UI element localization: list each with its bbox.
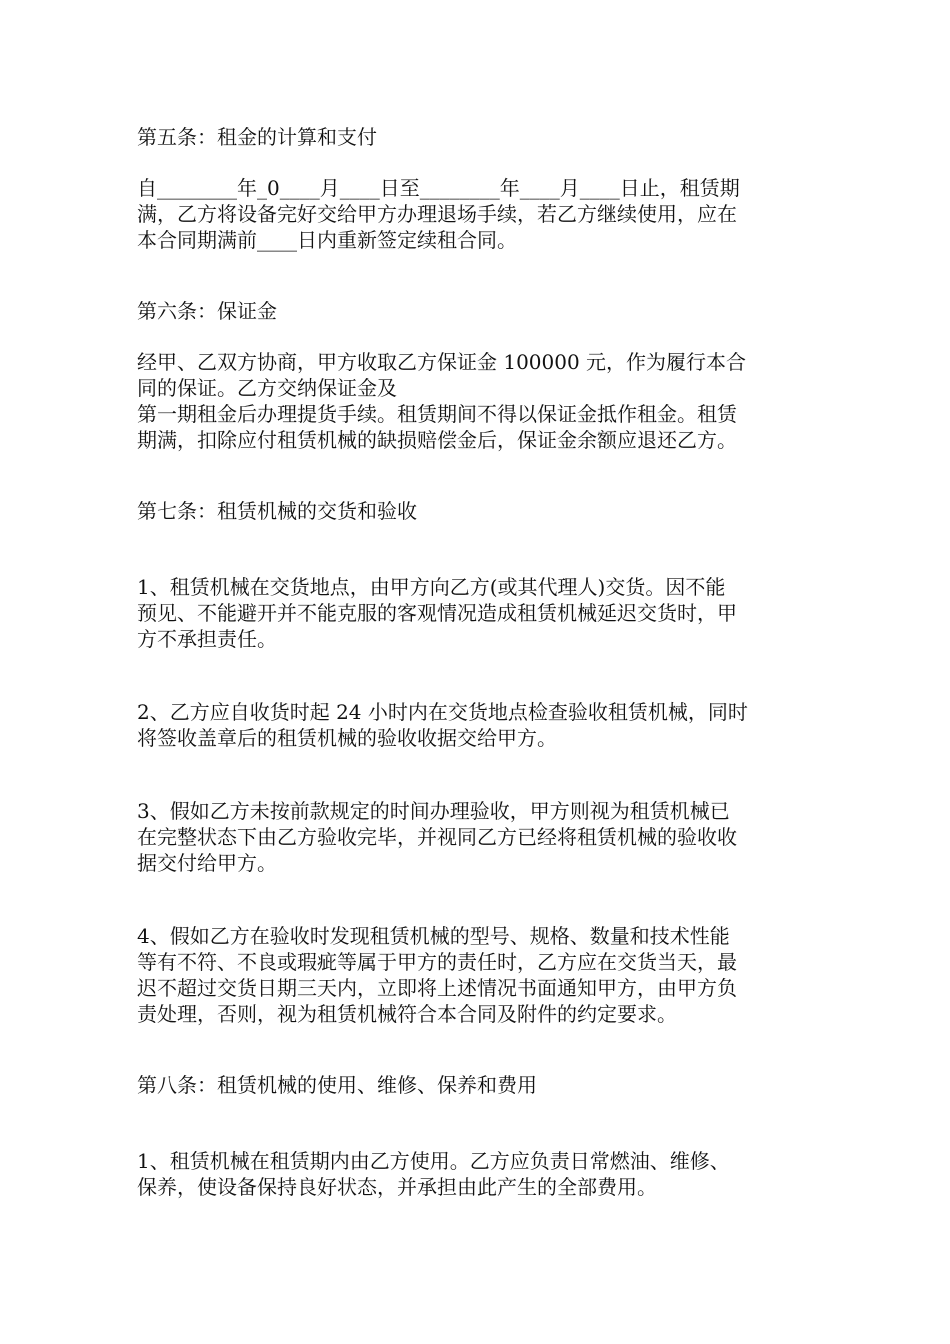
text-line: 责处理，否则，视为租赁机械符合本合同及附件的约定要求。 [137, 1002, 677, 1026]
text-line: 第一期租金后办理提货手续。租赁期间不得以保证金抵作租金。租赁 [137, 402, 737, 426]
section-heading: 第六条：保证金 [137, 299, 277, 323]
text-line: 在完整状态下由乙方验收完毕，并视同乙方已经将租赁机械的验收收 [137, 825, 737, 849]
section-heading: 第五条：租金的计算和支付 [137, 125, 377, 149]
text-line: 经甲、乙双方协商，甲方收取乙方保证金 100000 元，作为履行本合 [137, 350, 747, 374]
text-line: 1、租赁机械在租赁期内由乙方使用。乙方应负责日常燃油、维修、 [137, 1149, 730, 1173]
text-line: 自________年_0____月____日至________年____月____日止，租赁期 [137, 176, 740, 200]
section-heading: 第七条：租赁机械的交货和验收 [137, 499, 417, 523]
text-line: 迟不超过交货日期三天内，立即将上述情况书面通知甲方，由甲方负 [137, 976, 737, 1000]
text-line: 保养，使设备保持良好状态，并承担由此产生的全部费用。 [137, 1175, 657, 1199]
text-line: 等有不符、不良或瑕疵等属于甲方的责任时，乙方应在交货当天，最 [137, 950, 737, 974]
text-line: 1、租赁机械在交货地点，由甲方向乙方(或其代理人)交货。因不能 [137, 575, 726, 599]
text-line: 2、乙方应自收货时起 24 小时内在交货地点检查验收租赁机械，同时 [137, 700, 748, 724]
section-heading: 第八条：租赁机械的使用、维修、保养和费用 [137, 1073, 537, 1097]
text-line: 满，乙方将设备完好交给甲方办理退场手续，若乙方继续使用，应在 [137, 202, 737, 226]
text-line: 3、假如乙方未按前款规定的时间办理验收，甲方则视为租赁机械已 [137, 799, 730, 823]
text-line: 期满，扣除应付租赁机械的缺损赔偿金后，保证金余额应退还乙方。 [137, 428, 737, 452]
text-line: 据交付给甲方。 [137, 851, 277, 875]
text-line: 方不承担责任。 [137, 627, 277, 651]
text-line: 同的保证。乙方交纳保证金及 [137, 376, 397, 400]
text-line: 预见、不能避开并不能克服的客观情况造成租赁机械延迟交货时，甲 [137, 601, 737, 625]
text-line: 将签收盖章后的租赁机械的验收收据交给甲方。 [137, 726, 557, 750]
text-line: 4、假如乙方在验收时发现租赁机械的型号、规格、数量和技术性能 [137, 924, 730, 948]
text-line: 本合同期满前____日内重新签定续租合同。 [137, 228, 517, 252]
